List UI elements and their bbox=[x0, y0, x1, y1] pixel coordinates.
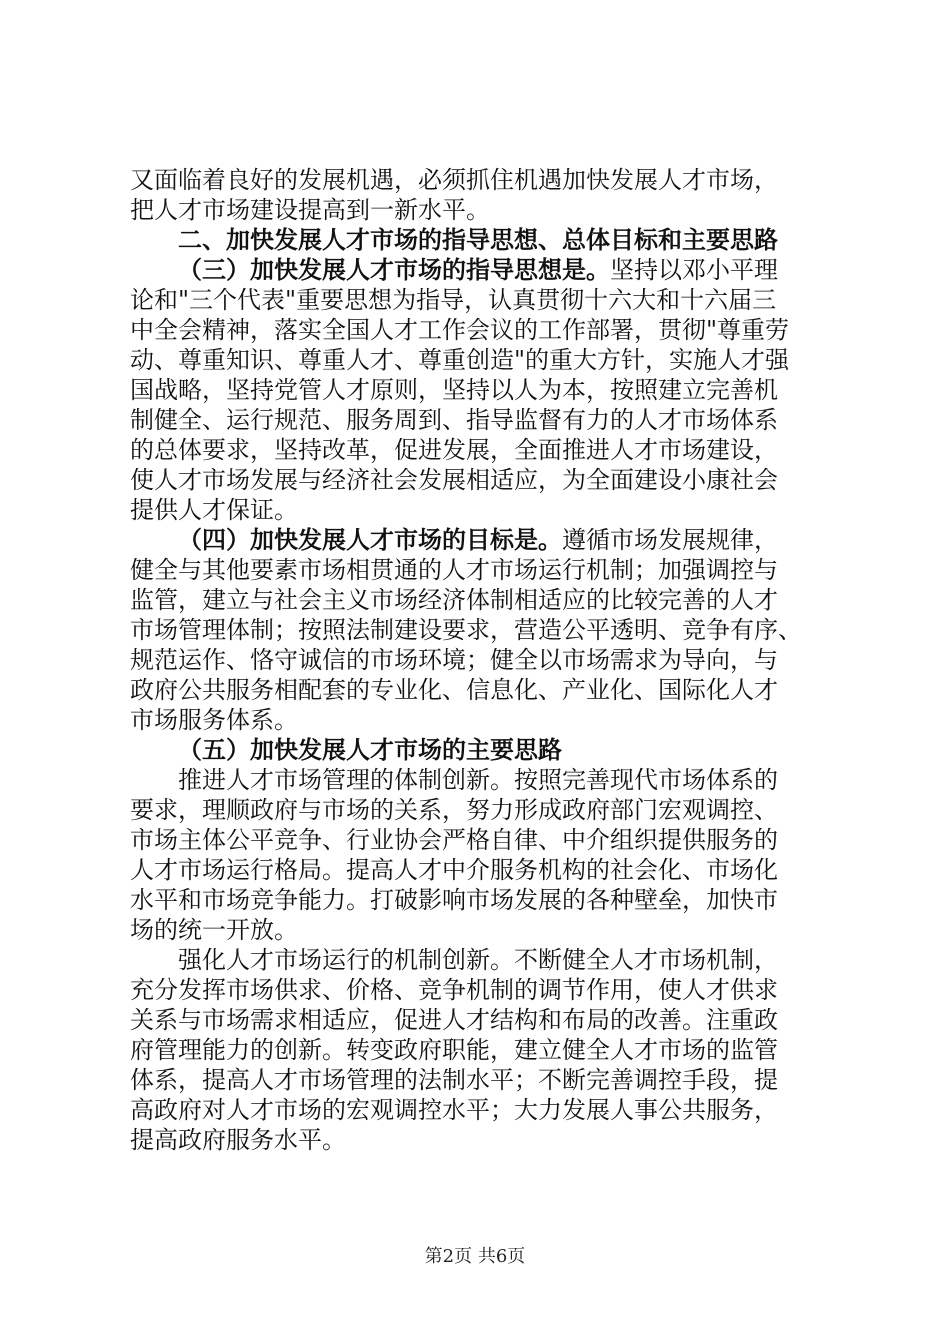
paragraph-line: 强化人才市场运行的机制创新。不断健全人才市场机制， bbox=[178, 946, 778, 974]
page-number-footer: 第2页 共6页 bbox=[424, 1246, 526, 1267]
paragraph-line: 政府公共服务相配套的专业化、信息化、产业化、国际化人才 bbox=[130, 676, 778, 704]
section-heading: 二、加快发展人才市场的指导思想、总体目标和主要思路 bbox=[178, 226, 778, 254]
paragraph-line: 把人才市场建设提高到一新水平。 bbox=[130, 196, 490, 224]
subsection-line bbox=[178, 256, 838, 284]
paragraph-text: 遵循市场发展规律， bbox=[562, 526, 778, 554]
paragraph-line: 体系，提高人才市场管理的法制水平；不断完善调控手段，提 bbox=[130, 1066, 778, 1094]
paragraph-line: 中全会精神，落实全国人才工作会议的工作部署，贯彻"尊重劳 bbox=[130, 316, 790, 344]
subsection-heading: （五）加快发展人才市场的主要思路 bbox=[178, 736, 562, 764]
paragraph-line: 推进人才市场管理的体制创新。按照完善现代市场体系的 bbox=[178, 766, 778, 794]
subsection-line bbox=[178, 526, 838, 554]
paragraph-line: 充分发挥市场供求、价格、竞争机制的调节作用，使人才供求 bbox=[130, 976, 778, 1004]
paragraph-line: 规范运作、恪守诚信的市场环境；健全以市场需求为导向，与 bbox=[130, 646, 778, 674]
paragraph-line: 市场服务体系。 bbox=[130, 706, 298, 734]
paragraph-line: 府管理能力的创新。转变政府职能，建立健全人才市场的监管 bbox=[130, 1036, 778, 1064]
paragraph-text: 坚持以邓小平理 bbox=[610, 256, 778, 284]
paragraph-line: 市场管理体制；按照法制建设要求，营造公平透明、竞争有序、 bbox=[130, 616, 802, 644]
paragraph-line: 场的统一开放。 bbox=[130, 916, 298, 944]
paragraph-line: 市场主体公平竞争、行业协会严格自律、中介组织提供服务的 bbox=[130, 826, 778, 854]
paragraph-line: 健全与其他要素市场相贯通的人才市场运行机制；加强调控与 bbox=[130, 556, 778, 584]
paragraph-line: 国战略，坚持党管人才原则，坚持以人为本，按照建立完善机 bbox=[130, 376, 778, 404]
paragraph-line: 高政府对人才市场的宏观调控水平；大力发展人事公共服务， bbox=[130, 1096, 778, 1124]
paragraph-line: 使人才市场发展与经济社会发展相适应，为全面建设小康社会 bbox=[130, 466, 778, 494]
paragraph-line: 人才市场运行格局。提高人才中介服务机构的社会化、市场化 bbox=[130, 856, 778, 884]
paragraph-line: 关系与市场需求相适应，促进人才结构和布局的改善。注重政 bbox=[130, 1006, 778, 1034]
paragraph-line: 论和"三个代表"重要思想为指导，认真贯彻十六大和十六届三 bbox=[130, 286, 777, 314]
paragraph-line: 又面临着良好的发展机遇，必须抓住机遇加快发展人才市场， bbox=[130, 166, 778, 194]
paragraph-line: 水平和市场竞争能力。打破影响市场发展的各种壁垒，加快市 bbox=[130, 886, 778, 914]
paragraph-line: 要求，理顺政府与市场的关系，努力形成政府部门宏观调控、 bbox=[130, 796, 778, 824]
paragraph-line: 制健全、运行规范、服务周到、指导监督有力的人才市场体系 bbox=[130, 406, 778, 434]
paragraph-line: 动、尊重知识、尊重人才、尊重创造"的重大方针，实施人才强 bbox=[130, 346, 790, 374]
subsection-heading: （三）加快发展人才市场的指导思想是。 bbox=[178, 256, 610, 284]
paragraph-line: 提供人才保证。 bbox=[130, 496, 298, 524]
paragraph-line: 的总体要求，坚持改革，促进发展，全面推进人才市场建设， bbox=[130, 436, 778, 464]
subsection-heading: （四）加快发展人才市场的目标是。 bbox=[178, 526, 562, 554]
paragraph-line: 提高政府服务水平。 bbox=[130, 1126, 346, 1154]
paragraph-line: 监管，建立与社会主义市场经济体制相适应的比较完善的人才 bbox=[130, 586, 778, 614]
